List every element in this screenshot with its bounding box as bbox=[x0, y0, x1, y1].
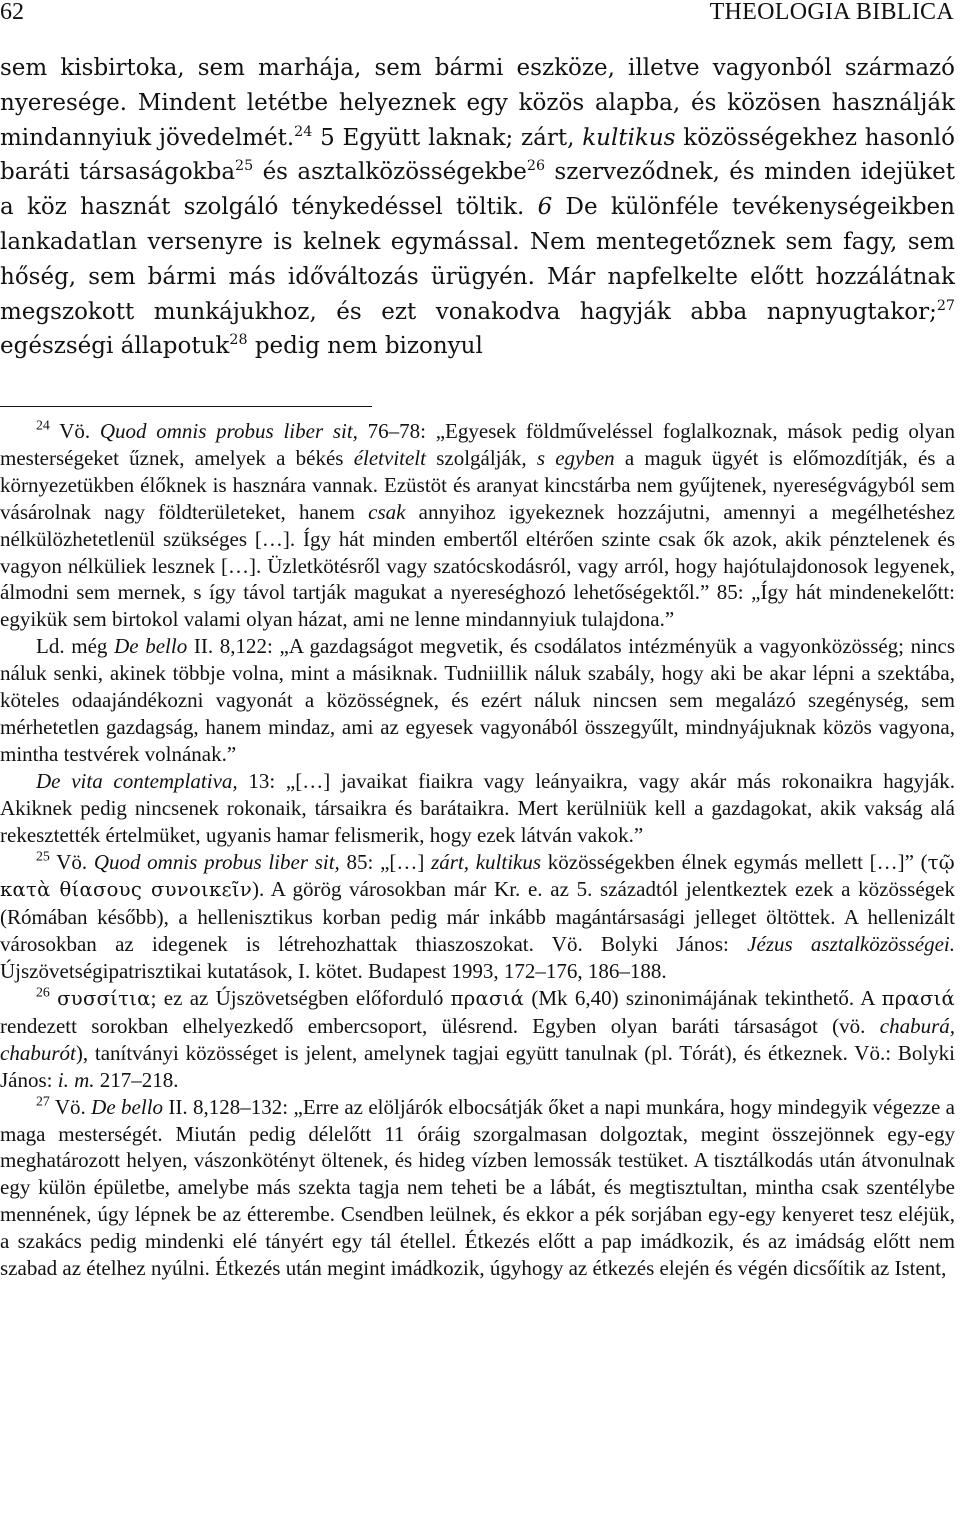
greek-text: τῷ κατὰ θίασους συνοικεῖν bbox=[0, 850, 955, 902]
greek-text: πρασιά bbox=[450, 987, 525, 1011]
footnote-ref-26: 26 bbox=[526, 158, 546, 175]
footnote-ref-25: 25 bbox=[235, 158, 254, 175]
footnote-26: $^{26}$ συσσίτια; ez az Újszövetségben előforduló πρασιά (Mk 6,40) szinonimájának tekinthető. A πρασιά rendezett sorokban elhelyezkedő embercsoport, ülésrend. Egyben olyan baráti társaságot (vö. chaburá, chaburót), tanítványi közösséget is jelent, amelynek tagjai együtt tanulnak (pl. Tórát), és étkeznek. Vö.: Bolyki János: i. m. 217–218. bbox=[0, 984, 956, 1092]
greek-text: συσσίτια bbox=[57, 987, 151, 1011]
footnote-number: 24 bbox=[36, 417, 50, 433]
footnote-ref-27: 27 bbox=[936, 297, 955, 314]
footnote-27: $^{27}$ Vö. De bello II. 8,128–132: „Erre az elöljárók elbocsátják őket a napi munkára, hogy mindegyik végezze a maga mesterségét. Miután pedig délelőtt 11 óráig szorgalmasan dolgoztak, megint összejönnek egy-egy meghatározott helyen, vászonkötényt öltenek, és hideg vízben lemossák testüket. A tisztálkodás után átvonulnak egy külön épületbe, amelybe más szekta tagja nem teheti be a lábát, és megtisztultan, mintha csak szentélybe mennének, úgy lépnek be az étterembe. Csendben leülnek, és ekkor a pék sorjában egy-egy kenyeret tesz eléjük, a szakács pedig mindenki elé tányért egy tál étellel. Étkezés előtt a pap imádkozik, és az imádság előtt nem szabad az ételhez nyúlni. Étkezés után megint imádkozik, úgyhogy az étkezés elején és végén dicsőítik az Istent, bbox=[0, 1093, 955, 1281]
page-header bbox=[0, 0, 960, 30]
greek-text: πρασιά bbox=[881, 987, 956, 1011]
footnote-25: $^{25}$ Vö. Quod omnis probus liber sit, 85: „[…] zárt, kultikus közösségekben élnek egymás mellett […]” (τῷ κατὰ θίασους συνοικεῖν). A görög városokban már Kr. e. az 5. századtól jelentkeztek ezek a közösségek (Rómában később), a hellenisztikus korban pedig már inkább magántársasági jelleget öltöttek. A hellenizált városokban az idegenek is létrehozhattak thiaszoszokat. Vö. Bolyki János: Jézus asztalközösségei. Újszövetségipatrisztikai kutatások, I. kötet. Budapest 1993, 172–176, 186–188. bbox=[0, 847, 955, 984]
footnote-24-continued: Ld. még De bello II. 8,122: „A gazdagságot megvetik, és csodálatos intézményük a vagyonközösség; nincs náluk senki, akinek többje volna, mint a másiknak. Tudniillik náluk szabály, hogy aki be akar lépni a szektába, köteles odaajándékozni vagyonát a közösségnek, és ezért náluk nincsen sem megalázó szegénység, sem mérhetetlen gazdagság, hanem mindaz, ami az egyesek vagyonából összegyűlt, mindnyájuknak közös vagyona, mintha testvérek volnának.” bbox=[0, 634, 956, 766]
footnote-24: $^{24}$ Vö. Quod omnis probus liber sit, 76–78: „Egyesek földműveléssel foglalkoznak, mások pedig olyan mesterségeket űznek, amelyek a békés életvitelt szolgálják, s egyben a maguk ügyét is előmozdítják, és a környezetükben élőknek is hasznára vannak. Ezüstöt és aranyat kincstárba nem gyűjtenek, nyereségvágyból sem vásárolnak nagy földterületeket, hanem csak annyihoz igyekeznek hozzájutni, amennyi a megélhetéshez nélkülözhetetlenül szükséges […]. Így hát minden embertől eltérően szinte csak ők azok, akik pénztelenek és vagyon nélküliek lesznek […]. Üzletkötésről vagy szatócskodásról, vagy arról, hogy hajótulajdonosok legyenek, álmodni sem mernek, s így távol tartják magukat a nyereséghozó lehetőségektől.” 85: „Így hát mindenekelőtt: egyikük sem birtokol valami olyan házat, ami ne lenne mindannyiuk tulajdona.” bbox=[0, 417, 956, 632]
running-title: THEOLOGIA BIBLICA bbox=[709, 0, 954, 25]
footnote-24-continued-2: De vita contemplativa, 13: „[…] javaikat fiaikra vagy leányaikra, vagy akár más rokonaikra hagyják. Akiknek pedig nincsenek rokonaik, társaikra és barátaikra. Mert kerülniük kell a gazdagokat, akik vakság alá rekesztették értelmüket, ugyanis hamar felismerik, hogy ezek látván vakok.” bbox=[0, 768, 955, 847]
page-number: 62 bbox=[0, 0, 24, 25]
body-paragraph: sem kisbirtoka, sem marhája, sem bármi eszköze, illetve vagyonból származó nyeresége. Mindent letétbe helyeznek egy közös alapba, és közösen használják mindannyiuk jövedelmét.$^{24}$ 5 Együtt laknak; zárt, kultikus közösségekhez hasonló baráti társaságokba$^{25}$ és asztalközösségekbe$^{26}$ szerveződnek, és minden idejüket a köz hasznát szolgáló ténykedéssel töltik. 6 De különféle tevékenységeikben lankadatlan versenyre is kelnek egymással. Nem mentegetőznek sem fagy, sem hőség, sem bármi más időváltozás ürügyén. Már napfelkelte előtt hozzálátnak megszokott munkájukhoz, és ezt vonakodva hagyják abba napnyugtakor;$^{27}$ egészségi állapotuk$^{28}$ pedig nem bizonyul bbox=[0, 55, 956, 360]
main-text bbox=[0, 51, 955, 364]
footnote-separator bbox=[0, 406, 372, 407]
verse-number: 6 bbox=[537, 194, 553, 221]
footnote-ref-24: 24 bbox=[294, 123, 313, 140]
footnote-ref-28: 28 bbox=[229, 332, 248, 349]
footnote-number: 27 bbox=[36, 1093, 50, 1109]
footnotes bbox=[0, 418, 955, 1282]
footnote-number: 25 bbox=[36, 847, 50, 863]
footnote-number: 26 bbox=[36, 984, 50, 1000]
